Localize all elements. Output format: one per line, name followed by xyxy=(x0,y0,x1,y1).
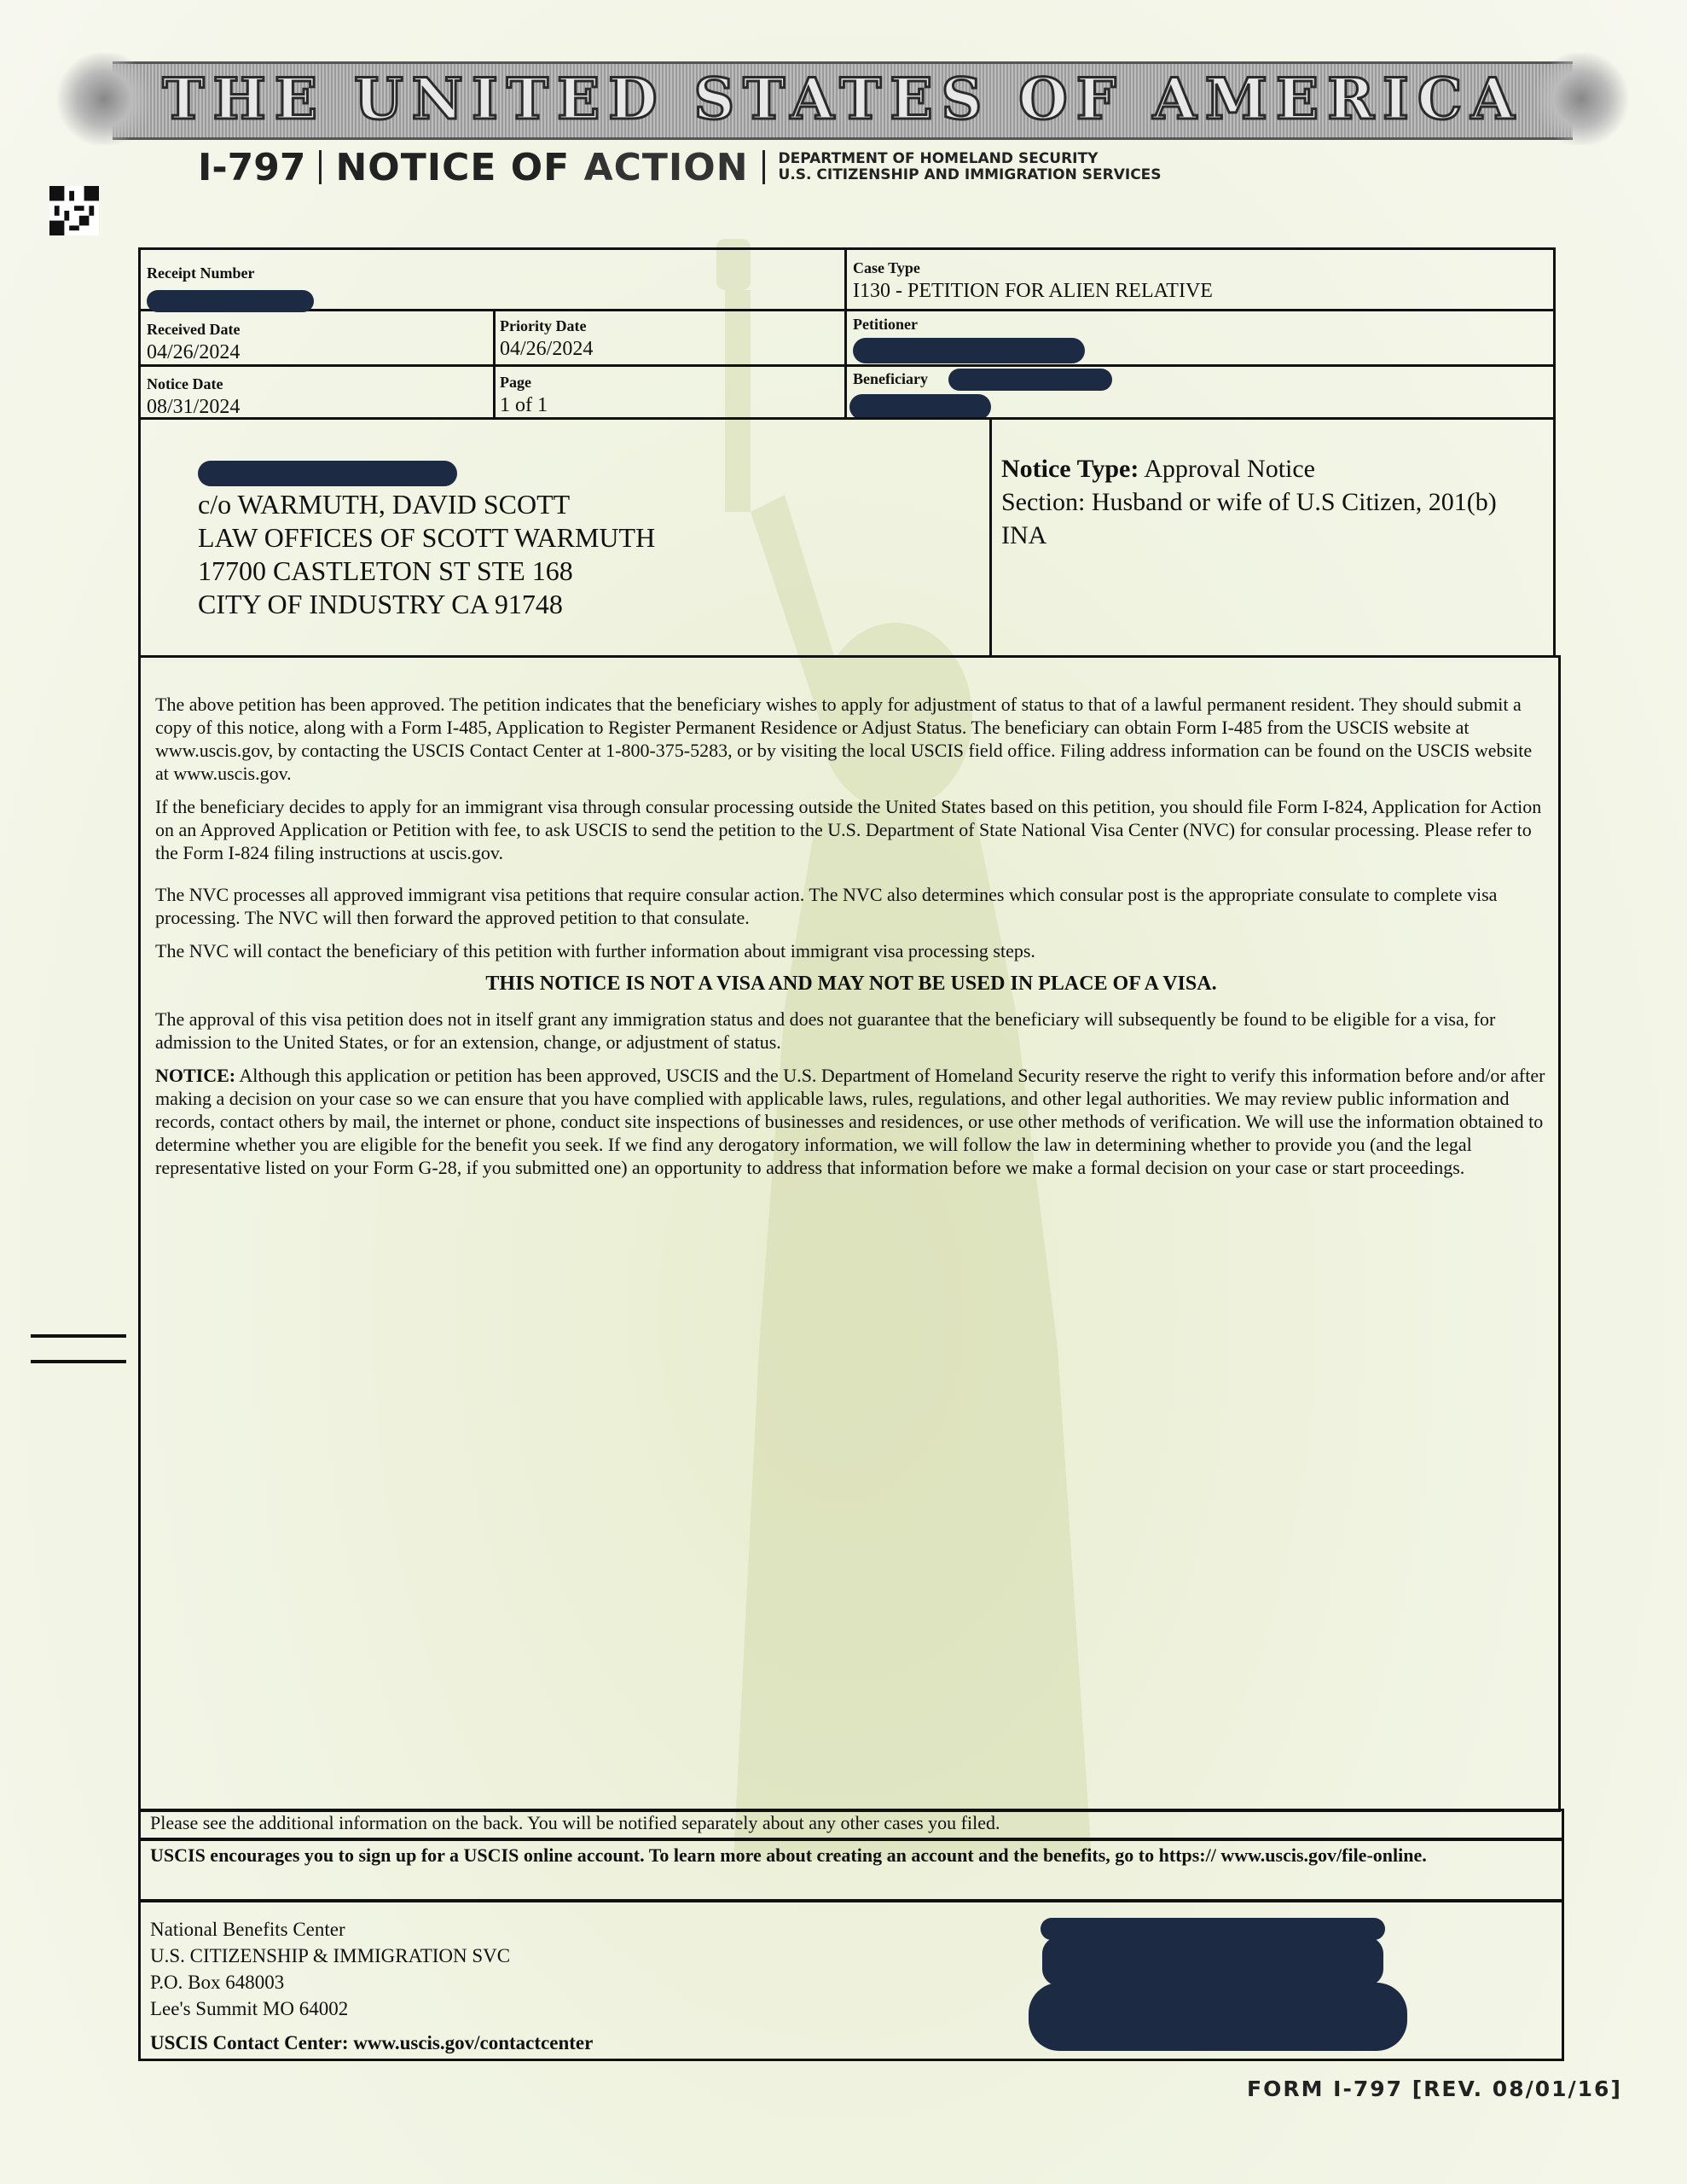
received-date-value: 04/26/2024 xyxy=(147,341,241,363)
priority-date-value: 04/26/2024 xyxy=(500,338,594,360)
grid-divider xyxy=(138,309,1556,311)
margin-mark xyxy=(31,1360,126,1363)
notice-type-label: Notice Type: xyxy=(1001,455,1139,483)
department-name xyxy=(779,151,1162,183)
grid-divider xyxy=(138,364,1556,367)
recipient-redaction-2 xyxy=(1042,1937,1383,1986)
dept-line-1: DEPARTMENT OF HOMELAND SECURITY xyxy=(778,150,1099,167)
notice-date-label: Notice Date xyxy=(147,375,223,392)
form-revision: FORM I-797 [REV. 08/01/16] xyxy=(1247,2077,1622,2101)
banner-title: THE UNITED STATES OF AMERICA xyxy=(162,66,1523,132)
additional-info-text: Please see the additional information on the back. You will be notified separately about any other cases you filed. xyxy=(150,1812,1000,1833)
petitioner-redaction xyxy=(853,338,1085,363)
form-header xyxy=(198,142,1162,193)
case-info-grid xyxy=(138,247,1556,420)
notice-type-block xyxy=(1001,452,1564,552)
notice-section: Section: Husband or wife of U.S Citizen, 201(b) xyxy=(1001,488,1497,516)
office-line: U.S. CITIZENSHIP & IMMIGRATION SVC xyxy=(150,1945,511,1966)
petitioner-label: Petitioner xyxy=(853,316,918,333)
address-line: LAW OFFICES OF SCOTT WARMUTH xyxy=(198,522,656,553)
case-type-label: Case Type xyxy=(853,259,920,276)
beneficiary-label: Beneficiary xyxy=(853,370,928,387)
header-separator xyxy=(319,150,322,184)
barcode-icon xyxy=(49,184,99,237)
online-account-text: USCIS encourages you to sign up for a USCIS online account. To learn more about creating an account and the benefits, go to https:// www.uscis.gov/file-online. xyxy=(150,1844,1427,1866)
recipient-redaction-3 xyxy=(1029,1983,1407,2051)
case-type-value: I130 - PETITION FOR ALIEN RELATIVE xyxy=(853,280,1213,302)
notice-section-cont: INA xyxy=(1001,521,1047,549)
grid-divider xyxy=(844,247,847,420)
banner xyxy=(53,53,1632,145)
visa-warning: THIS NOTICE IS NOT A VISA AND MAY NOT BE USED IN PLACE OF A VISA. xyxy=(485,973,1217,995)
form-number: I-797 xyxy=(198,145,306,189)
header-separator xyxy=(762,150,765,184)
notice-of-text: NOTICE OF xyxy=(335,145,571,189)
office-line: National Benefits Center xyxy=(150,1919,345,1940)
notice-of-action-title xyxy=(335,146,748,189)
dept-line-2: U.S. CITIZENSHIP AND IMMIGRATION SERVICES xyxy=(778,166,1162,183)
address-line: c/o WARMUTH, DAVID SCOTT xyxy=(198,489,571,520)
address-divider xyxy=(989,417,992,658)
beneficiary-redaction xyxy=(948,369,1112,391)
contact-center: USCIS Contact Center: www.uscis.gov/contactcenter xyxy=(150,2032,594,2053)
notice-date-value: 08/31/2024 xyxy=(147,396,241,418)
office-line: Lee's Summit MO 64002 xyxy=(150,1998,349,2019)
banner-right-ornament xyxy=(1530,53,1632,145)
beneficiary-redaction-2 xyxy=(849,394,991,420)
body-paragraph: The NVC will contact the beneficiary of this petition with further information about immigrant visa processing steps. xyxy=(155,940,1035,961)
margin-mark xyxy=(31,1334,126,1338)
action-text: ACTION xyxy=(583,145,749,189)
body-paragraph: The approval of this visa petition does not in itself grant any immigration status and does not guarantee that the beneficiary will subsequently be found to be eligible for a visa, for admission to the United States, or for an extension, change, or adjustment of status. xyxy=(155,1008,1496,1053)
page-label: Page xyxy=(500,374,531,391)
mailing-address xyxy=(198,488,655,621)
notice-type-value: Approval Notice xyxy=(1144,455,1315,483)
body-paragraph: The NVC processes all approved immigrant visa petitions that require consular action. The NVC also determines which consular post is the appropriate consulate to complete visa processing. The NVC will then forward the approved petition to that consulate. xyxy=(155,884,1498,928)
body-paragraph: The above petition has been approved. The petition indicates that the beneficiary wishes to apply for adjustment of status to that of a lawful permanent resident. They should submit a copy of this notice, along with a Form I-485, Application to Register Permanent Residence or Adjust Status. The beneficiary can obtain Form I-485 from the USCIS website at www.uscis.gov, by contacting the USCIS Contact Center at 1-800-375-5283, or by visiting the local USCIS field office. Filing address information can be found on the USCIS website at www.uscis.gov. xyxy=(155,694,1533,784)
addressee-redaction xyxy=(198,461,457,486)
received-date-label: Received Date xyxy=(147,321,241,338)
notice-label: NOTICE: xyxy=(155,1065,236,1086)
office-line: P.O. Box 648003 xyxy=(150,1972,285,1993)
notice-text: Although this application or petition has been approved, USCIS and the U.S. Department of Homeland Security reserve the right to verify this information before and/or after making a decision on your case so we can ensure that you have complied with applicable laws, rules, regulations, and other legal authorities. We may review public information and records, contact others by mail, the internet or phone, conduct site inspections of businesses and residences, or use other methods of verification. We will use the information obtained to determine whether you are eligible for the benefit you seek. If we find any derogatory information, we will follow the law in determining whether to provide you (and the legal representative listed on your Form G-28, if you submitted one) an opportunity to address that information before we make a formal decision on your case or start proceedings. xyxy=(155,1065,1545,1178)
notice-type xyxy=(1001,452,1564,485)
body-paragraph: If the beneficiary decides to apply for an immigrant visa through consular processing outside the United States based on this petition, you should file Form I-824, Application for Action on an Approved Application or Petition with fee, to ask USCIS to send the petition to the U.S. Department of State National Visa Center (NVC) for consular processing. Please refer to the Form I-824 filing instructions at uscis.gov. xyxy=(155,796,1542,863)
receipt-number-label: Receipt Number xyxy=(147,264,255,282)
notice-paragraph xyxy=(155,1064,1547,1179)
office-address xyxy=(150,1916,510,2022)
notice-body xyxy=(155,693,1547,1189)
receipt-number-redaction xyxy=(147,290,314,312)
address-line: CITY OF INDUSTRY CA 91748 xyxy=(198,589,563,619)
page-value: 1 of 1 xyxy=(500,394,548,416)
priority-date-label: Priority Date xyxy=(500,317,587,334)
address-line: 17700 CASTLETON ST STE 168 xyxy=(198,555,573,586)
banner-left-ornament xyxy=(53,53,155,145)
